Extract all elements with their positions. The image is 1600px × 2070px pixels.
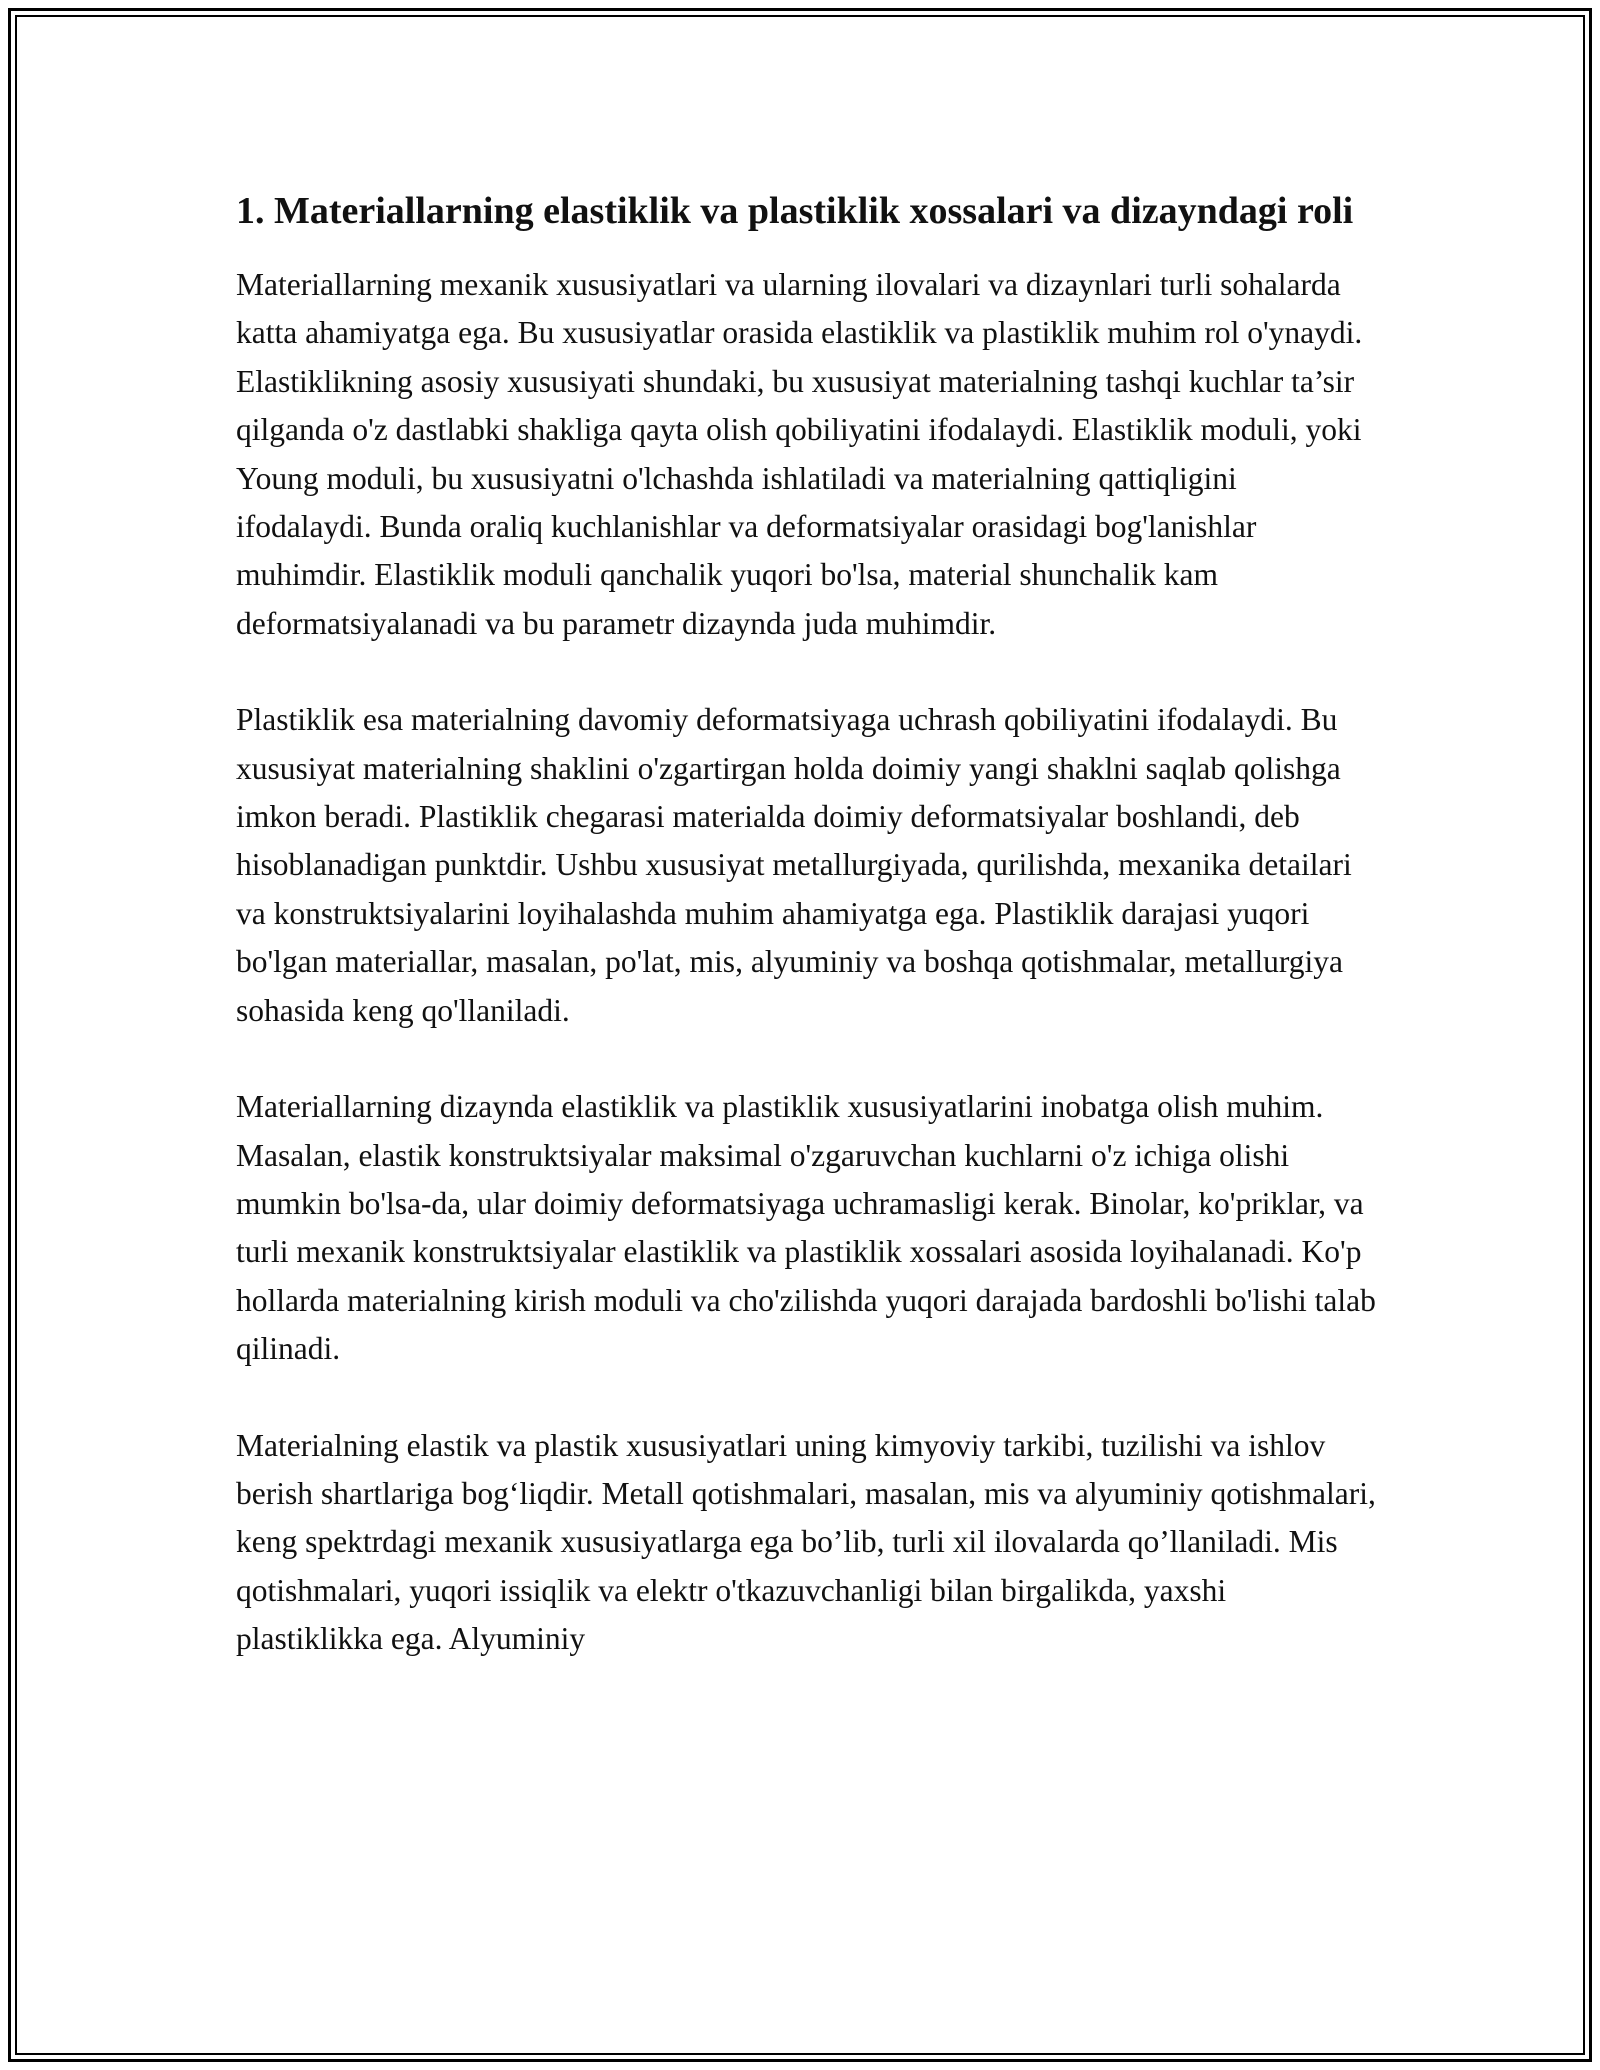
paragraph-1: Materiallarning mexanik xususiyatlari va ularning ilovalari va dizaynlari turli sohalarda katta ahamiyatga ega. Bu xususiyatlar orasida elastiklik va plastiklik muhim rol o'ynaydi. Elastiklikning asosiy xususiyati shundaki, bu xususiyat materialning tashqi kuchlar ta’sir qilganda o'z dastlabki shakliga qayta olish qobiliyatini ifodalaydi. Elastiklik moduli, yoki Young moduli, bu xususiyatni o'lchashda ishlatiladi va materialning qattiqligini ifodalaydi. Bunda oraliq kuchlanishlar va deformatsiyalar orasidagi bog'lanishlar muhimdir. Elastiklik moduli qanchalik yuqori bo'lsa, material shunchalik kam deformatsiyalanadi va bu parametr dizaynda juda muhimdir. <box>236 267 1363 641</box>
document-body <box>236 186 1376 1712</box>
paragraph-4: Materialning elastik va plastik xususiyatlari uning kimyoviy tarkibi, tuzilishi va ishlov berish shartlariga bog‘liqdir. Metall qotishmalari, masalan, mis va alyuminiy qotishmalari, keng spektrdagi mexanik xususiyatlarga ega bo’lib, turli xil ilovalarda qo’llaniladi. Mis qotishmalari, yuqori issiqlik va elektr o'tkazuvchanligi bilan birgalikda, yaxshi plastiklikka ega. Alyuminiy <box>236 1427 1376 1657</box>
paragraph-3: Materiallarning dizaynda elastiklik va plastiklik xususiyatlarini inobatga olish muhim. Masalan, elastik konstruktsiyalar maksimal o'zgaruvchan kuchlarni o'z ichiga olishi mumkin bo'lsa-da, ular doimiy deformatsiyaga uchramasligi kerak. Binolar, ko'priklar, va turli mexanik konstruktsiyalar elastiklik va plastiklik xossalari asosida loyihalanadi. Ko'p hollarda materialning kirish moduli va cho'zilishda yuqori darajada bardoshli bo'lishi talab qilinadi. <box>236 1089 1376 1367</box>
paragraph-2: Plastiklik esa materialning davomiy deformatsiyaga uchrash qobiliyatini ifodalaydi. Bu xususiyat materialning shaklini o'zgartirgan holda doimiy yangi shaklni saqlab qolishga imkon beradi. Plastiklik chegarasi materialda doimiy deformatsiyalar boshlandi, deb hisoblanadigan punktdir. Ushbu xususiyat metallurgiyada, qurilishda, mexanika detailari va konstruktsiyalarini loyihalashda muhim ahamiyatga ega. Plastiklik darajasi yuqori bo'lgan materiallar, masalan, po'lat, mis, alyuminiy va boshqa qotishmalar, metallurgiya sohasida keng qo'llaniladi. <box>236 702 1352 1028</box>
section-title: 1. Materiallarning elastiklik va plastiklik xossalari va dizayndagi roli <box>236 190 1354 232</box>
